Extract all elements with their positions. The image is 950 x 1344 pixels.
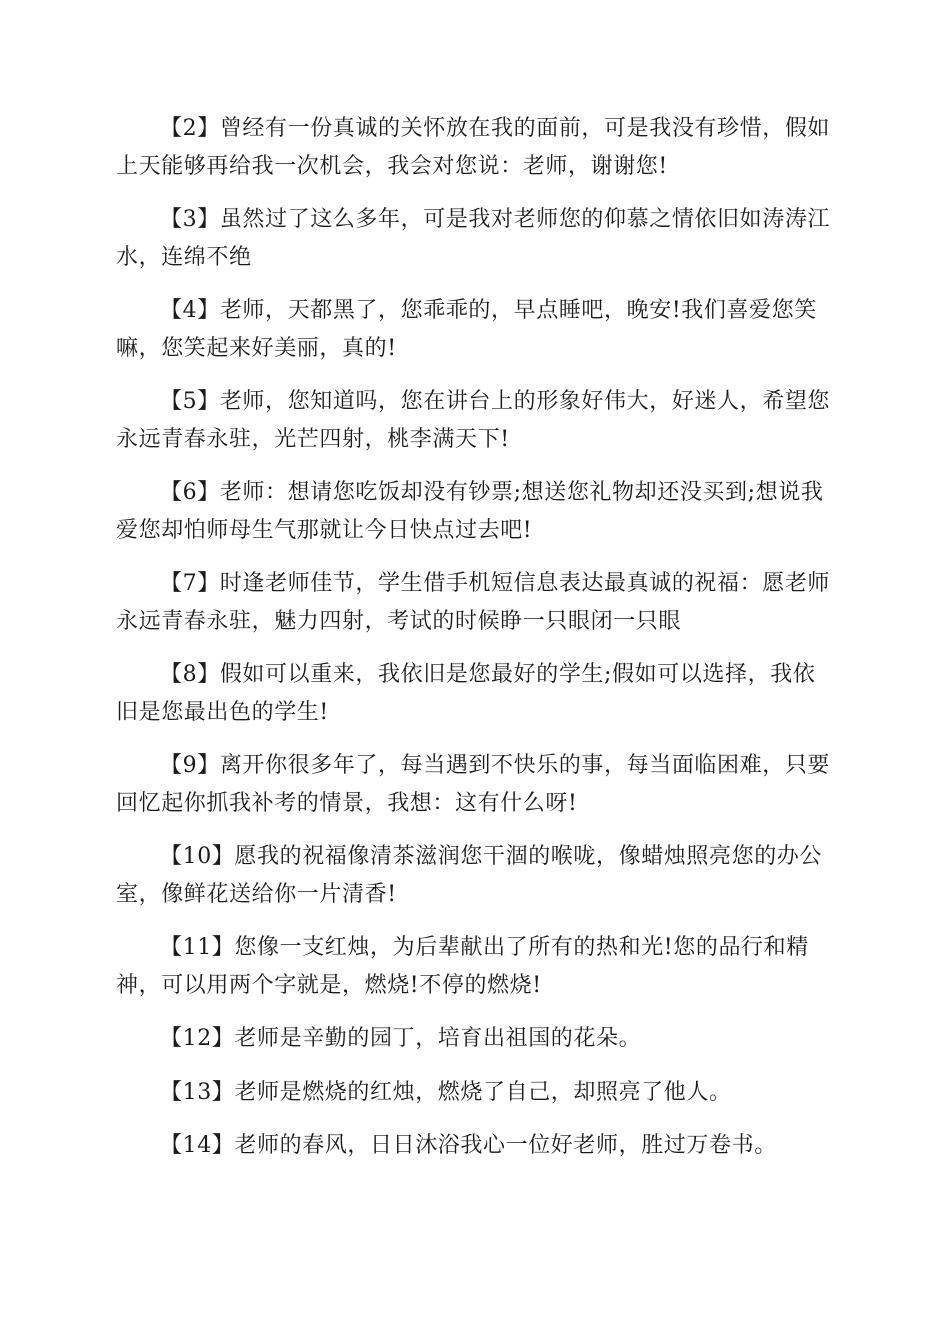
paragraph-3 bbox=[116, 201, 834, 276]
paragraph-number: 【12】 bbox=[160, 1026, 235, 1051]
paragraph-number: 【10】 bbox=[160, 844, 235, 869]
paragraph-text: 老师，您知道吗，您在讲台上的形象好伟大，好迷人，希望您永远青春永驻，光芒四射，桃李满天下! bbox=[116, 389, 831, 452]
paragraph-number: 【14】 bbox=[160, 1133, 235, 1158]
paragraph-text: 曾经有一份真诚的关怀放在我的面前，可是我没有珍惜，假如上天能够再给我一次机会，我会对您说：老师，谢谢您! bbox=[116, 116, 831, 179]
paragraph-number: 【3】 bbox=[160, 207, 220, 232]
paragraph-14 bbox=[116, 1127, 834, 1165]
paragraph-text: 老师，天都黑了，您乖乖的，早点睡吧，晚安!我们喜爱您笑嘛，您笑起来好美丽，真的! bbox=[116, 298, 817, 361]
paragraph-7 bbox=[116, 565, 834, 640]
paragraph-10 bbox=[116, 838, 834, 913]
paragraph-number: 【11】 bbox=[160, 935, 235, 960]
paragraph-text: 时逢老师佳节，学生借手机短信息表达最真诚的祝福：愿老师永远青春永驻，魅力四射，考试的时候睁一只眼闭一只眼 bbox=[116, 571, 831, 634]
paragraph-12 bbox=[116, 1020, 834, 1058]
paragraph-text: 假如可以重来，我依旧是您最好的学生;假如可以选择，我依旧是您最出色的学生! bbox=[116, 662, 816, 725]
paragraph-text: 老师是燃烧的红烛，燃烧了自己，却照亮了他人。 bbox=[234, 1079, 732, 1105]
paragraph-text: 老师：想请您吃饭却没有钞票;想送您礼物却还没买到;想说我爱您却怕师母生气那就让今日快点过去吧! bbox=[116, 480, 824, 543]
paragraph-number: 【13】 bbox=[160, 1079, 235, 1105]
paragraph-text: 您像一支红烛，为后辈献出了所有的热和光!您的品行和精神，可以用两个字就是，燃烧!不停的燃烧! bbox=[116, 935, 809, 998]
paragraph-number: 【4】 bbox=[160, 298, 220, 323]
paragraph-8 bbox=[116, 656, 834, 731]
paragraph-11 bbox=[116, 929, 834, 1004]
paragraph-13 bbox=[116, 1074, 834, 1112]
paragraph-text: 老师的春风，日日沐浴我心一位好老师，胜过万卷书。 bbox=[234, 1133, 777, 1158]
paragraph-number: 【7】 bbox=[160, 571, 220, 596]
paragraph-number: 【8】 bbox=[160, 662, 220, 687]
paragraph-text: 老师是辛勤的园丁，培育出祖国的花朵。 bbox=[234, 1026, 642, 1051]
paragraph-5 bbox=[116, 383, 834, 458]
paragraph-4 bbox=[116, 292, 834, 367]
paragraph-number: 【5】 bbox=[160, 389, 220, 414]
paragraph-6 bbox=[116, 474, 834, 549]
paragraph-text: 虽然过了这么多年，可是我对老师您的仰慕之情依旧如涛涛江水，连绵不绝 bbox=[116, 207, 831, 270]
paragraph-number: 【6】 bbox=[160, 480, 220, 505]
paragraph-number: 【2】 bbox=[160, 116, 220, 141]
paragraph-9 bbox=[116, 747, 834, 822]
paragraph-text: 愿我的祝福像清茶滋润您干涸的喉咙，像蜡烛照亮您的办公室，像鲜花送给你一片清香! bbox=[116, 844, 823, 907]
document-body bbox=[116, 110, 834, 1181]
paragraph-text: 离开你很多年了，每当遇到不快乐的事，每当面临困难，只要回忆起你抓我补考的情景，我想：这有什么呀! bbox=[116, 753, 831, 816]
paragraph-2 bbox=[116, 110, 834, 185]
paragraph-number: 【9】 bbox=[160, 753, 220, 778]
